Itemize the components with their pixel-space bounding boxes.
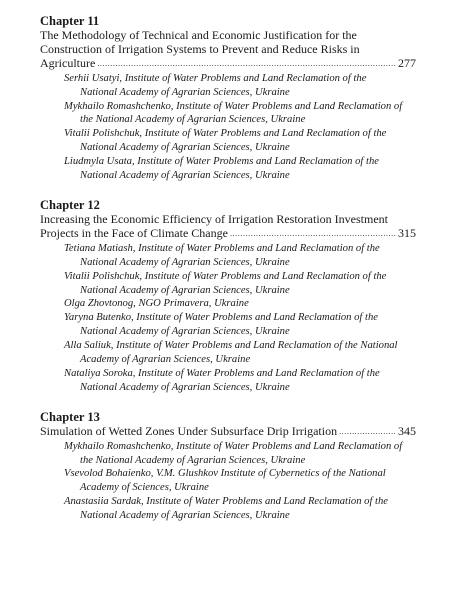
- author-entry: Vsevolod Bohaienko, V.M. Glushkov Institute of Cybernetics of the National Academy of Sciences, Ukraine: [64, 468, 386, 494]
- page-number: 315: [398, 225, 416, 240]
- chapter-label: Chapter 13: [40, 409, 100, 424]
- chapter-11: [40, 14, 416, 183]
- author-entry: Mykhailo Romashchenko, Institute of Water Problems and Land Reclamation of the National Academy of Agrarian Sciences, Ukraine: [64, 100, 403, 126]
- dot-leader: [339, 424, 396, 439]
- chapter-13: [40, 410, 416, 523]
- dot-leader: [230, 226, 396, 241]
- author-entry: Mykhailo Romashchenko, Institute of Water Problems and Land Reclamation of the National Academy of Agrarian Sciences, Ukraine: [64, 440, 403, 466]
- author-entry: Alla Saliuk, Institute of Water Problems and Land Reclamation of the National Academy of Agrarian Sciences, Ukraine: [64, 340, 398, 366]
- author-list: [40, 440, 416, 523]
- chapter-title-line: Increasing the Economic Efficiency of Irrigation Restoration Investment: [40, 211, 388, 226]
- author-entry: Liudmyla Usata, Institute of Water Problems and Land Reclamation of the National Academy of Agrarian Sciences, Ukraine: [64, 156, 379, 182]
- chapter-entry[interactable]: [40, 29, 416, 72]
- chapter-title-line: Simulation of Wetted Zones Under Subsurface Drip Irrigation: [40, 423, 338, 438]
- author-entry: Serhii Usatyi, Institute of Water Problems and Land Reclamation of the National Academy of Agrarian Sciences, Ukraine: [64, 72, 367, 98]
- chapter-title-line: Construction of Irrigation Systems to Prevent and Reduce Risks in: [40, 41, 360, 56]
- page-number: 345: [398, 423, 416, 438]
- chapter-title-last-line: [40, 57, 416, 72]
- page-number: 277: [398, 55, 416, 70]
- chapter-title-line: Agriculture: [40, 55, 96, 70]
- author-entry: Yaryna Butenko, Institute of Water Problems and Land Reclamation of the National Academy of Agrarian Sciences, Ukraine: [64, 312, 378, 338]
- author-entry: Olga Zhovtonog, NGO Primavera, Ukraine: [64, 298, 249, 310]
- table-of-contents: [40, 14, 416, 538]
- chapter-12: [40, 198, 416, 395]
- author-entry: Anastasiia Sardak, Institute of Water Problems and Land Reclamation of the National Academy of Agrarian Sciences, Ukraine: [64, 496, 388, 522]
- chapter-title-line: Projects in the Face of Climate Change: [40, 225, 228, 240]
- chapter-title-last-line: [40, 425, 416, 440]
- author-entry: Nataliya Soroka, Institute of Water Problems and Land Reclamation of the National Academy of Agrarian Sciences, Ukraine: [64, 367, 380, 393]
- chapter-title-line: The Methodology of Technical and Economic Justification for the: [40, 28, 357, 42]
- author-entry: Tetiana Matiash, Institute of Water Problems and Land Reclamation of the National Academy of Agrarian Sciences, Ukraine: [64, 242, 380, 268]
- author-entry: Vitalii Polishchuk, Institute of Water Problems and Land Reclamation of the National Academy of Agrarian Sciences, Ukraine: [64, 270, 387, 296]
- chapter-entry[interactable]: [40, 213, 416, 242]
- chapter-entry[interactable]: [40, 425, 416, 440]
- author-list: [40, 242, 416, 395]
- author-list: [40, 72, 416, 183]
- chapter-label: Chapter 12: [40, 197, 100, 212]
- chapter-label: Chapter 11: [40, 14, 100, 28]
- chapter-title-last-line: [40, 227, 416, 242]
- author-entry: Vitalii Polishchuk, Institute of Water Problems and Land Reclamation of the National Academy of Agrarian Sciences, Ukraine: [64, 128, 387, 154]
- dot-leader: [97, 56, 396, 71]
